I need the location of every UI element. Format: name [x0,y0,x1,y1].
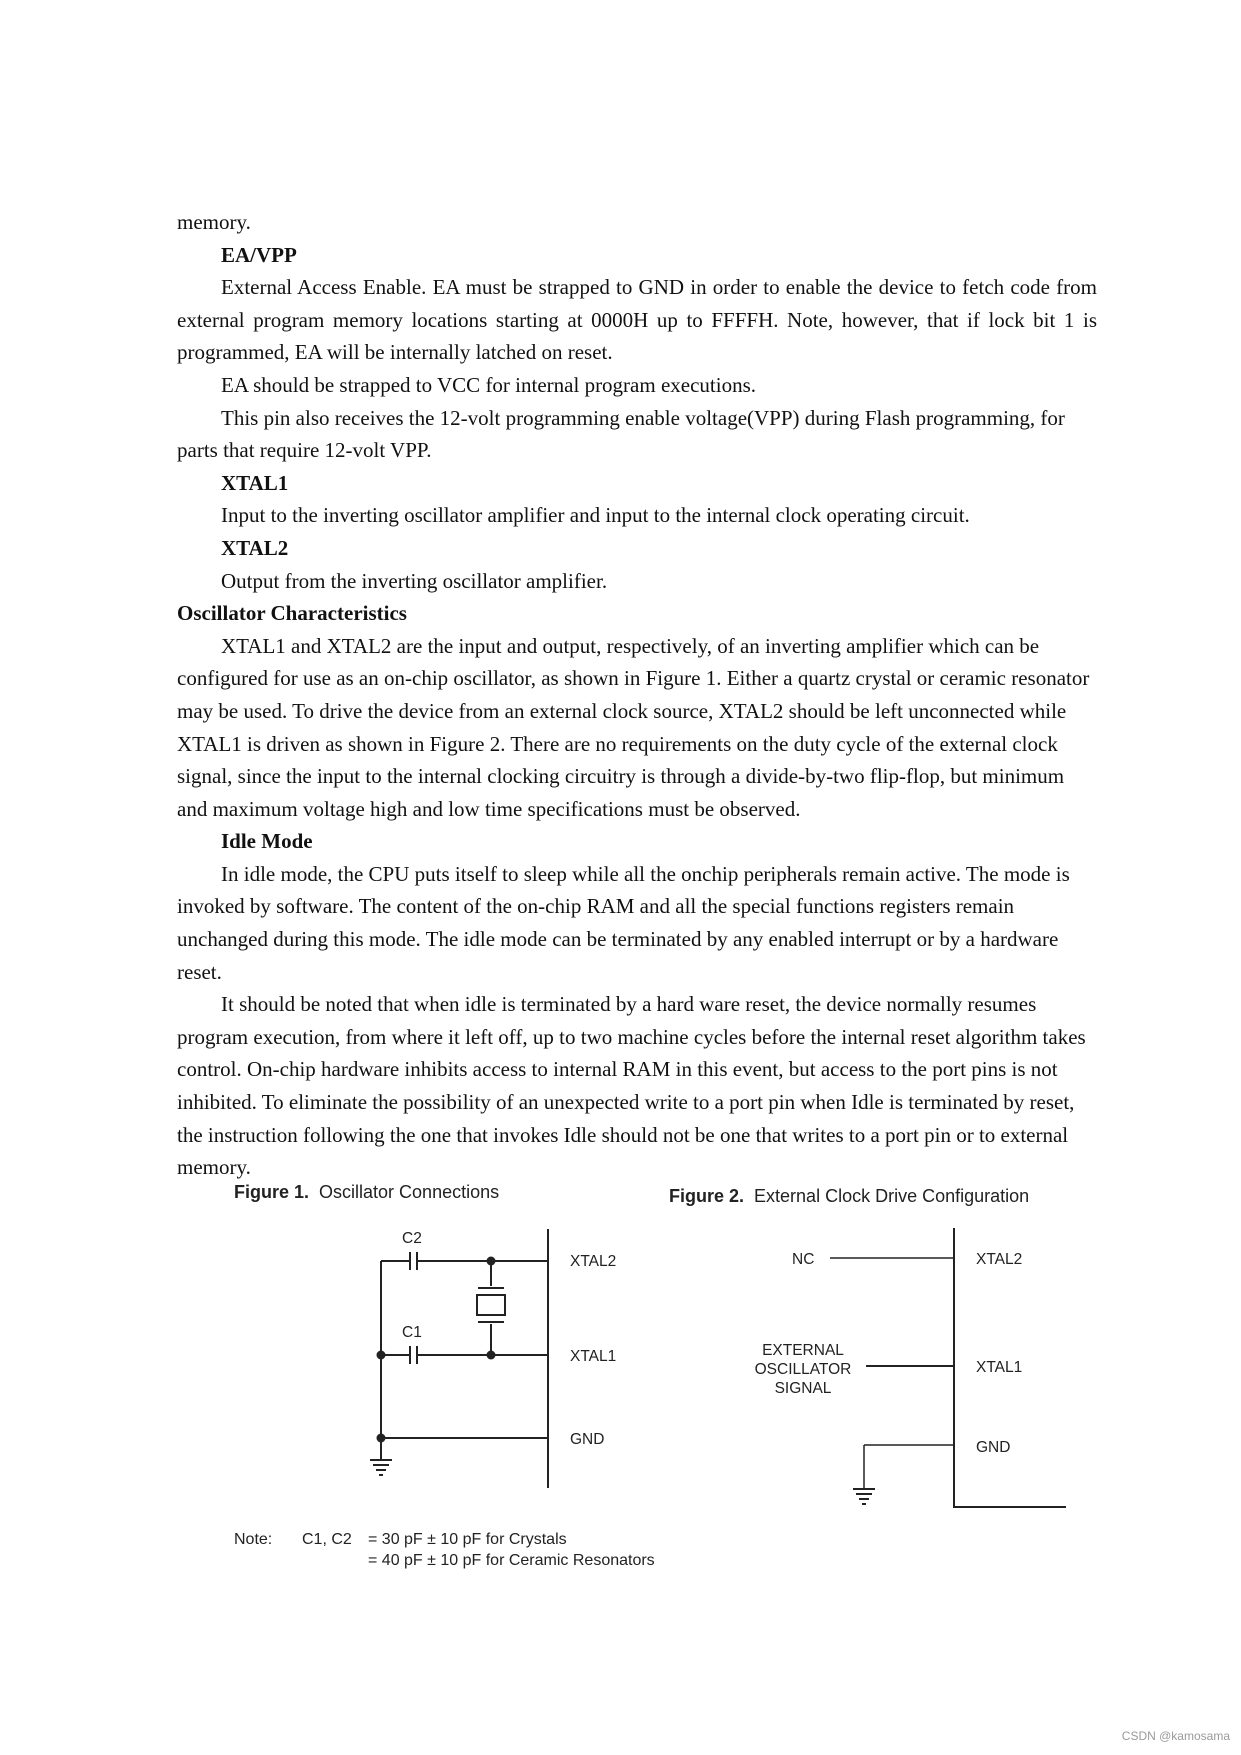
label-gnd: GND [976,1439,1011,1456]
label-oscillator: OSCILLATOR [754,1361,852,1378]
idle-paragraph-1: In idle mode, the CPU puts itself to sleep while all the onchip peripherals remain active. The mode is invoked by software. The content of the on-chip RAM and all the special functions registers remain unchanged during this mode. The idle mode can be terminated by any enabled interrupt or by a hardware reset. [177,861,1070,984]
junction-dot [487,1257,496,1266]
idle-paragraph-2: It should be noted that when idle is terminated by a hard ware reset, the device normally resumes program execution, from where it left off, up to two machine cycles before the internal reset algorithm takes control. On-chip hardware inhibits access to internal RAM in this event, but access to the port pins is not inhibited. To eliminate the possibility of an unexpected write to a port pin when Idle is terminated by reset, the instruction following the one that invokes Idle should not be one that writes to a port pin or to external memory. [177,992,1086,1180]
ea-paragraph-1: External Access Enable. EA must be strapped to GND in order to enable the device to fetch code from external program memory locations starting at 0000H up to FFFFH. Note, however, that if lock bit 1 is programmed, EA will be internally latched on reset. [177,275,1097,365]
label-nc: NC [792,1251,815,1268]
note-crystals-value: = 30 pF ± 10 pF for Crystals [368,1531,567,1548]
xtal2-paragraph: Output from the inverting oscillator amplifier. [221,568,608,593]
note-ceramic-value: = 40 pF ± 10 pF for Ceramic Resonators [368,1552,655,1569]
watermark: CSDN @kamosama [1121,1729,1230,1743]
label-xtal1: XTAL1 [976,1359,1023,1376]
figure-2-number: Figure 2. [669,1186,745,1206]
note-label: Note: [234,1531,273,1548]
xtal2-heading: XTAL2 [221,535,289,560]
junction-dot [487,1351,496,1360]
figure-2-external-clock-drive [830,1228,1066,1508]
label-c1: C1 [402,1324,422,1341]
oscillator-paragraph: XTAL1 and XTAL2 are the input and output, respectively, of an inverting amplifier which can be configured for use as an on-chip oscillator, as shown in Figure 1. Either a quartz crystal or ceramic resonator may be used. To drive the device from an external clock source, XTAL2 should be left unconnected while XTAL1 is driven as shown in Figure 2. There are no requirements on the duty cycle of the external clock signal, since the input to the internal clocking circuitry is through a divide-by-two flip-flop, but minimum and maximum voltage high and low time specifications must be observed. [177,633,1090,821]
junction-dot [377,1351,386,1360]
intro-text: memory. [177,210,251,234]
label-c2: C2 [402,1230,422,1247]
label-signal: SIGNAL [774,1380,832,1397]
ea-vpp-heading: EA/VPP [221,242,297,267]
oscillator-heading: Oscillator Characteristics [177,601,407,626]
xtal1-paragraph: Input to the inverting oscillator amplifier and input to the internal clock operating circuit. [221,503,970,528]
figure-1-oscillator-connections [370,1229,548,1488]
label-xtal2: XTAL2 [570,1253,617,1270]
label-xtal2: XTAL2 [976,1251,1023,1268]
figure-1-caption: Oscillator Connections [319,1182,500,1202]
label-gnd: GND [570,1431,605,1448]
crystal-body [477,1295,505,1315]
xtal1-heading: XTAL1 [221,470,289,495]
figure-1-number: Figure 1. [234,1182,310,1202]
idle-mode-heading: Idle Mode [221,829,313,854]
ea-paragraph-3: This pin also receives the 12-volt programming enable voltage(VPP) during Flash programming, for parts that require 12-volt VPP. [177,405,1065,463]
figure-2-caption: External Clock Drive Configuration [754,1186,1030,1206]
ea-paragraph-2: EA should be strapped to VCC for internal program executions. [221,372,757,397]
figure-1-junctions [377,1257,496,1443]
junction-dot [377,1434,386,1443]
note-capacitors: C1, C2 [302,1531,352,1548]
label-external: EXTERNAL [762,1342,844,1359]
label-xtal1: XTAL1 [570,1348,617,1365]
